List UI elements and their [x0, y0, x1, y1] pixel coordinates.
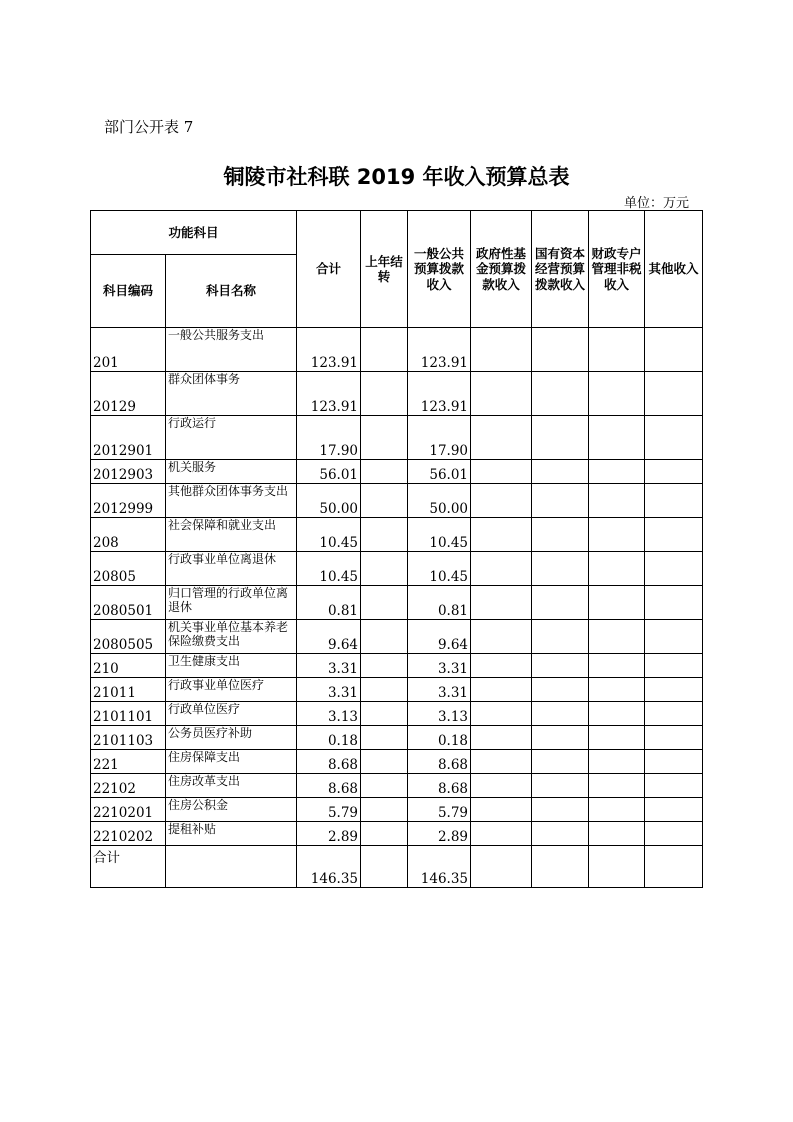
row-code: 210	[91, 654, 166, 678]
table-cell	[589, 460, 645, 484]
total-row	[91, 846, 703, 888]
row-general: 10.45	[408, 518, 471, 552]
table-cell	[361, 586, 408, 620]
table-cell	[589, 702, 645, 726]
row-general: 3.31	[408, 678, 471, 702]
table-cell	[532, 552, 589, 586]
table-cell	[532, 750, 589, 774]
row-general: 50.00	[408, 484, 471, 518]
table-cell	[532, 620, 589, 654]
income-budget-table	[90, 210, 703, 888]
table-cell	[471, 750, 532, 774]
row-code: 20805	[91, 552, 166, 586]
table-cell	[471, 678, 532, 702]
table-cell	[532, 774, 589, 798]
row-total: 17.90	[297, 416, 361, 460]
table-row	[91, 484, 703, 518]
row-name: 公务员医疗补助	[166, 726, 297, 750]
table-cell	[645, 518, 703, 552]
row-total: 10.45	[297, 552, 361, 586]
table-cell	[532, 484, 589, 518]
row-code: 2210202	[91, 822, 166, 846]
row-code: 21011	[91, 678, 166, 702]
table-cell	[645, 678, 703, 702]
row-general: 8.68	[408, 750, 471, 774]
row-code: 20129	[91, 372, 166, 416]
row-name: 住房公积金	[166, 798, 297, 822]
table-row	[91, 678, 703, 702]
table-cell	[645, 586, 703, 620]
header-state-capital: 国有资本经营预算拨款收入	[532, 211, 589, 328]
row-code: 2080505	[91, 620, 166, 654]
row-name: 归口管理的行政单位离退休	[166, 586, 297, 620]
table-cell	[589, 416, 645, 460]
row-name: 其他群众团体事务支出	[166, 484, 297, 518]
row-total: 8.68	[297, 774, 361, 798]
table-cell	[361, 702, 408, 726]
row-code: 2101103	[91, 726, 166, 750]
row-code: 2012903	[91, 460, 166, 484]
table-cell	[471, 460, 532, 484]
table-row	[91, 328, 703, 372]
table-row	[91, 750, 703, 774]
row-code: 2080501	[91, 586, 166, 620]
table-cell	[645, 460, 703, 484]
table-cell	[471, 846, 532, 888]
table-cell	[361, 726, 408, 750]
row-name: 提租补贴	[166, 822, 297, 846]
table-cell	[532, 460, 589, 484]
row-general: 2.89	[408, 822, 471, 846]
table-cell	[361, 552, 408, 586]
row-total: 9.64	[297, 620, 361, 654]
table-cell	[361, 518, 408, 552]
table-cell	[471, 822, 532, 846]
table-cell	[645, 372, 703, 416]
table-cell	[589, 678, 645, 702]
header-fund-budget: 政府性基金预算拨款收入	[471, 211, 532, 328]
table-cell	[645, 416, 703, 460]
table-cell	[645, 620, 703, 654]
table-cell	[589, 774, 645, 798]
table-row	[91, 726, 703, 750]
row-name: 机关服务	[166, 460, 297, 484]
table-cell	[645, 798, 703, 822]
row-code: 2012999	[91, 484, 166, 518]
table-cell	[645, 822, 703, 846]
unit-label: 单位：万元	[623, 196, 689, 211]
table-cell	[471, 620, 532, 654]
table-cell	[471, 518, 532, 552]
table-cell	[361, 328, 408, 372]
table-cell	[532, 372, 589, 416]
table-cell	[645, 654, 703, 678]
table-cell	[532, 416, 589, 460]
table-cell	[645, 846, 703, 888]
row-code: 2012901	[91, 416, 166, 460]
header-total: 合计	[297, 211, 361, 328]
header-special-account: 财政专户管理非税收入	[589, 211, 645, 328]
table-cell	[361, 774, 408, 798]
table-cell	[589, 552, 645, 586]
table-cell	[361, 678, 408, 702]
table-cell	[471, 416, 532, 460]
row-total: 3.13	[297, 702, 361, 726]
row-code: 2210201	[91, 798, 166, 822]
table-cell	[471, 372, 532, 416]
row-name: 社会保障和就业支出	[166, 518, 297, 552]
row-general: 0.18	[408, 726, 471, 750]
row-total: 50.00	[297, 484, 361, 518]
row-general: 3.13	[408, 702, 471, 726]
header-function-subject: 功能科目	[91, 211, 297, 255]
document-label: 部门公开表 7	[104, 118, 194, 136]
row-name: 行政单位医疗	[166, 702, 297, 726]
row-total: 123.91	[297, 328, 361, 372]
table-cell	[361, 846, 408, 888]
row-general: 123.91	[408, 372, 471, 416]
table-cell	[361, 460, 408, 484]
row-name: 群众团体事务	[166, 372, 297, 416]
row-total: 8.68	[297, 750, 361, 774]
table-cell	[361, 620, 408, 654]
row-total: 2.89	[297, 822, 361, 846]
row-general: 8.68	[408, 774, 471, 798]
table-cell	[471, 726, 532, 750]
table-cell	[589, 484, 645, 518]
table-row	[91, 822, 703, 846]
row-total: 0.18	[297, 726, 361, 750]
table-cell	[532, 702, 589, 726]
table-cell	[532, 798, 589, 822]
header-name: 科目名称	[166, 255, 297, 328]
table-cell	[471, 702, 532, 726]
row-total: 10.45	[297, 518, 361, 552]
table-cell	[589, 750, 645, 774]
table-cell	[645, 328, 703, 372]
table-cell	[532, 846, 589, 888]
table-cell	[361, 798, 408, 822]
row-general: 56.01	[408, 460, 471, 484]
table-cell	[361, 484, 408, 518]
table-cell	[589, 372, 645, 416]
row-name: 行政事业单位医疗	[166, 678, 297, 702]
table-cell	[589, 328, 645, 372]
table-row	[91, 620, 703, 654]
table-cell	[532, 726, 589, 750]
table-cell	[589, 518, 645, 552]
table-cell	[645, 726, 703, 750]
header-carryover: 上年结转	[361, 211, 408, 328]
row-total: 3.31	[297, 678, 361, 702]
table-cell	[471, 484, 532, 518]
table-cell	[645, 774, 703, 798]
table-cell	[589, 620, 645, 654]
table-row	[91, 702, 703, 726]
row-code: 201	[91, 328, 166, 372]
table-cell	[532, 586, 589, 620]
row-total: 123.91	[297, 372, 361, 416]
row-general: 0.81	[408, 586, 471, 620]
table-cell	[471, 654, 532, 678]
total-value: 146.35	[297, 846, 361, 888]
table-cell	[589, 846, 645, 888]
table-row	[91, 552, 703, 586]
table-cell	[471, 586, 532, 620]
table-cell	[471, 774, 532, 798]
table-cell	[645, 702, 703, 726]
table-row	[91, 460, 703, 484]
table-cell	[645, 750, 703, 774]
row-name: 行政事业单位离退休	[166, 552, 297, 586]
total-label: 合计	[91, 846, 166, 888]
table-cell	[471, 552, 532, 586]
row-name: 行政运行	[166, 416, 297, 460]
row-name: 一般公共服务支出	[166, 328, 297, 372]
row-code: 208	[91, 518, 166, 552]
row-code: 2101101	[91, 702, 166, 726]
row-general: 9.64	[408, 620, 471, 654]
table-row	[91, 416, 703, 460]
table-cell	[361, 822, 408, 846]
table-cell	[589, 586, 645, 620]
table-cell	[645, 552, 703, 586]
row-total: 0.81	[297, 586, 361, 620]
table-cell	[645, 484, 703, 518]
table-row	[91, 654, 703, 678]
table-cell	[471, 328, 532, 372]
table-cell	[532, 822, 589, 846]
table-row	[91, 518, 703, 552]
row-code: 22102	[91, 774, 166, 798]
table-cell	[532, 518, 589, 552]
table-cell	[532, 654, 589, 678]
row-code: 221	[91, 750, 166, 774]
table-row	[91, 372, 703, 416]
table-cell	[589, 798, 645, 822]
row-total: 5.79	[297, 798, 361, 822]
total-general-value: 146.35	[408, 846, 471, 888]
table-cell	[361, 654, 408, 678]
row-general: 5.79	[408, 798, 471, 822]
row-general: 3.31	[408, 654, 471, 678]
table-cell	[361, 416, 408, 460]
table-row	[91, 774, 703, 798]
row-total: 3.31	[297, 654, 361, 678]
row-name: 住房保障支出	[166, 750, 297, 774]
page-title: 铜陵市社科联 2019 年收入预算总表	[223, 165, 570, 189]
table-cell	[361, 372, 408, 416]
table-cell	[589, 822, 645, 846]
header-other-income: 其他收入	[645, 211, 703, 328]
row-general: 123.91	[408, 328, 471, 372]
row-name: 机关事业单位基本养老保险缴费支出	[166, 620, 297, 654]
table-cell	[532, 328, 589, 372]
table-row	[91, 586, 703, 620]
table-cell	[361, 750, 408, 774]
row-name: 卫生健康支出	[166, 654, 297, 678]
table-cell	[166, 846, 297, 888]
row-name: 住房改革支出	[166, 774, 297, 798]
table-cell	[589, 726, 645, 750]
row-total: 56.01	[297, 460, 361, 484]
row-general: 10.45	[408, 552, 471, 586]
row-general: 17.90	[408, 416, 471, 460]
table-cell	[471, 798, 532, 822]
header-code: 科目编码	[91, 255, 166, 328]
table-cell	[589, 654, 645, 678]
table-cell	[532, 678, 589, 702]
table-row	[91, 798, 703, 822]
header-general-budget: 一般公共预算拨款收入	[408, 211, 471, 328]
